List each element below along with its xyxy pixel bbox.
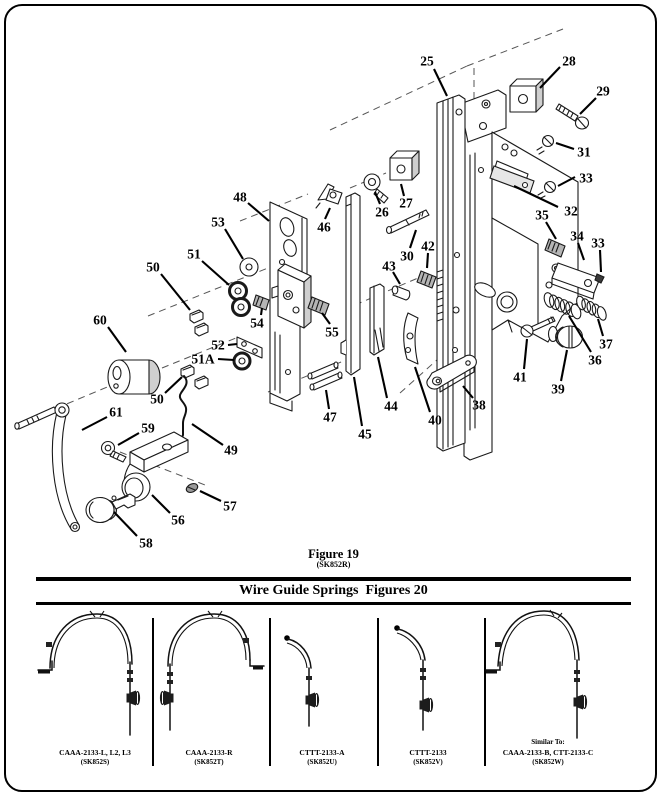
panel-part-number: CTTT-2133 — [409, 747, 447, 757]
part-shape-51A — [234, 353, 250, 369]
callout-51: 51 — [187, 246, 201, 262]
spring-panel-label-5 — [503, 738, 594, 768]
spring-drawing-caaa-2133-r — [160, 611, 264, 730]
part-shape-31 — [537, 136, 554, 155]
part-shape-59 — [102, 442, 127, 463]
part-shape-56 — [122, 432, 188, 501]
callout-40: 40 — [428, 412, 442, 428]
spring-panel-label-4 — [409, 748, 446, 768]
callout-60: 60 — [93, 312, 107, 328]
leader-line-40 — [415, 367, 430, 412]
callout-30: 30 — [400, 248, 414, 264]
leader-line-45 — [354, 377, 362, 426]
part-shape-60 — [108, 360, 160, 394]
leader-line-39 — [561, 350, 567, 381]
part-shape-46 — [316, 184, 342, 208]
callout-41: 41 — [513, 369, 527, 385]
callout-31: 31 — [577, 144, 591, 160]
part-shape-26 — [364, 174, 388, 203]
callout-38: 38 — [472, 397, 486, 413]
section-divider-rule-bottom — [36, 602, 631, 605]
leader-line-49 — [192, 424, 223, 445]
leader-line-41 — [524, 339, 527, 369]
leader-line-47 — [326, 390, 329, 409]
part-shape-28 — [510, 79, 543, 112]
section-divider-rule-top — [36, 577, 631, 581]
callout-57: 57 — [223, 498, 237, 514]
callout-51A: 51A — [191, 351, 215, 367]
panel-dividers — [153, 618, 485, 766]
part-shape-40 — [404, 313, 418, 364]
callout-52: 52 — [211, 337, 225, 353]
callout-33: 33 — [579, 170, 593, 186]
panel-part-number: CAAA-2133-L, L2, L3 — [59, 747, 131, 757]
spring-knob — [574, 695, 588, 710]
callout-59: 59 — [141, 420, 155, 436]
spring-drawing-cttt-2133-a — [284, 635, 319, 726]
part-shape-61 — [52, 403, 79, 532]
callout-44: 44 — [384, 398, 398, 414]
leader-line-48 — [248, 203, 269, 221]
callout-53: 53 — [211, 214, 225, 230]
callout-46: 46 — [317, 219, 331, 235]
figure20-header: Wire Guide Springs Figures 20 — [239, 583, 428, 598]
leader-line-61 — [82, 417, 107, 430]
figure19-sketch-code: (SK852R) — [316, 560, 351, 570]
leader-line-57 — [200, 491, 221, 501]
callout-26: 26 — [375, 204, 389, 220]
callout-47: 47 — [323, 409, 337, 425]
part-shape-54 — [253, 295, 269, 310]
leader-line-44 — [378, 357, 387, 398]
callout-34: 34 — [570, 228, 584, 244]
spring-panel-label-2 — [185, 748, 232, 768]
leader-line-55 — [322, 313, 330, 324]
leader-line-46 — [325, 208, 330, 219]
part-shape-57 — [185, 482, 199, 494]
callout-54: 54 — [250, 315, 264, 331]
callout-58: 58 — [139, 535, 153, 551]
spring-panel-label-3 — [299, 748, 344, 768]
part-shape-45 — [341, 193, 360, 375]
part-shapes — [15, 79, 608, 532]
part-shape-47 — [308, 362, 342, 390]
leader-line-33 — [600, 250, 601, 272]
callout-32: 32 — [564, 203, 578, 219]
callout-43: 43 — [382, 258, 396, 274]
leader-line-53 — [225, 229, 243, 259]
callout-36: 36 — [588, 352, 602, 368]
leader-line-31 — [556, 143, 574, 149]
leader-line-58 — [114, 512, 137, 536]
leader-line-59 — [118, 433, 139, 445]
callout-37: 37 — [599, 336, 613, 352]
part-shape-49 — [180, 376, 187, 443]
part-shape-pivot-rod — [15, 407, 57, 429]
part-shape-43 — [392, 286, 410, 300]
leader-line-25 — [434, 69, 447, 96]
spring-knob — [306, 693, 320, 708]
callout-25: 25 — [420, 53, 434, 69]
part-shape-30 — [387, 210, 430, 234]
leader-line-50 — [165, 377, 182, 393]
part-shape-53 — [240, 258, 258, 276]
leader-line-29 — [580, 98, 596, 114]
panel-sketch-id: (SK852S) — [80, 758, 110, 767]
callout-28: 28 — [562, 53, 576, 69]
leader-line-30 — [410, 230, 416, 248]
panel-sketch-id: (SK852V) — [413, 758, 443, 767]
panel-prefix: Similar To: — [531, 737, 565, 746]
leader-line-51 — [202, 261, 229, 285]
spring-drawing-cttt-2133 — [394, 625, 433, 730]
callout-35: 35 — [535, 207, 549, 223]
leader-line-37 — [598, 319, 603, 336]
leader-line-60 — [108, 327, 126, 352]
callout-42: 42 — [421, 238, 435, 254]
callout-45: 45 — [358, 426, 372, 442]
panel-part-number: CTTT-2133-A — [299, 747, 345, 757]
leader-line-52 — [228, 344, 237, 345]
spring-panel-label-1 — [59, 748, 131, 768]
callout-27: 27 — [399, 195, 413, 211]
leader-line-54 — [261, 308, 262, 315]
leader-line-28 — [540, 67, 560, 88]
callout-48: 48 — [233, 189, 247, 205]
leader-line-27 — [401, 184, 404, 196]
spring-knob — [160, 691, 174, 706]
callout-33: 33 — [591, 235, 605, 251]
spring-drawing-caaa-2133-l — [38, 611, 140, 735]
part-shape-27 — [390, 151, 419, 180]
spring-knob — [420, 698, 434, 713]
leader-line-42 — [427, 253, 428, 268]
panel-part-number: CAAA-2133-B, CTT-2133-C — [502, 747, 594, 757]
figure19-title: Figure 19 — [308, 547, 359, 561]
leader-line-51A — [218, 359, 234, 360]
callout-55: 55 — [325, 324, 339, 340]
leader-line-56 — [152, 495, 170, 513]
panel-sketch-id: (SK852T) — [194, 758, 224, 767]
part-shape-44 — [370, 284, 384, 355]
leader-line-34 — [578, 243, 584, 260]
callout-49: 49 — [224, 442, 238, 458]
figure19-caption — [36, 548, 631, 570]
callout-50: 50 — [150, 391, 164, 407]
callout-61: 61 — [109, 404, 123, 420]
panel-sketch-id: (SK852U) — [307, 758, 337, 767]
callout-29: 29 — [596, 83, 610, 99]
part-shape-escapement-rack-25 — [437, 95, 465, 451]
part-shape-51 — [230, 283, 250, 316]
spring-knob — [127, 691, 141, 706]
panel-sketch-id: (SK852W) — [532, 758, 564, 767]
callout-39: 39 — [551, 381, 565, 397]
part-shape-58 — [86, 494, 135, 523]
panel-part-number: CAAA-2133-R — [185, 747, 233, 757]
spring-drawing-caaa-2133-b — [486, 610, 587, 738]
callout-50: 50 — [146, 259, 160, 275]
callout-56: 56 — [171, 512, 185, 528]
leader-line-43 — [393, 272, 400, 284]
part-shape-50-upper — [190, 310, 208, 336]
part-shape-42 — [417, 271, 436, 288]
part-shape-29 — [556, 104, 589, 129]
